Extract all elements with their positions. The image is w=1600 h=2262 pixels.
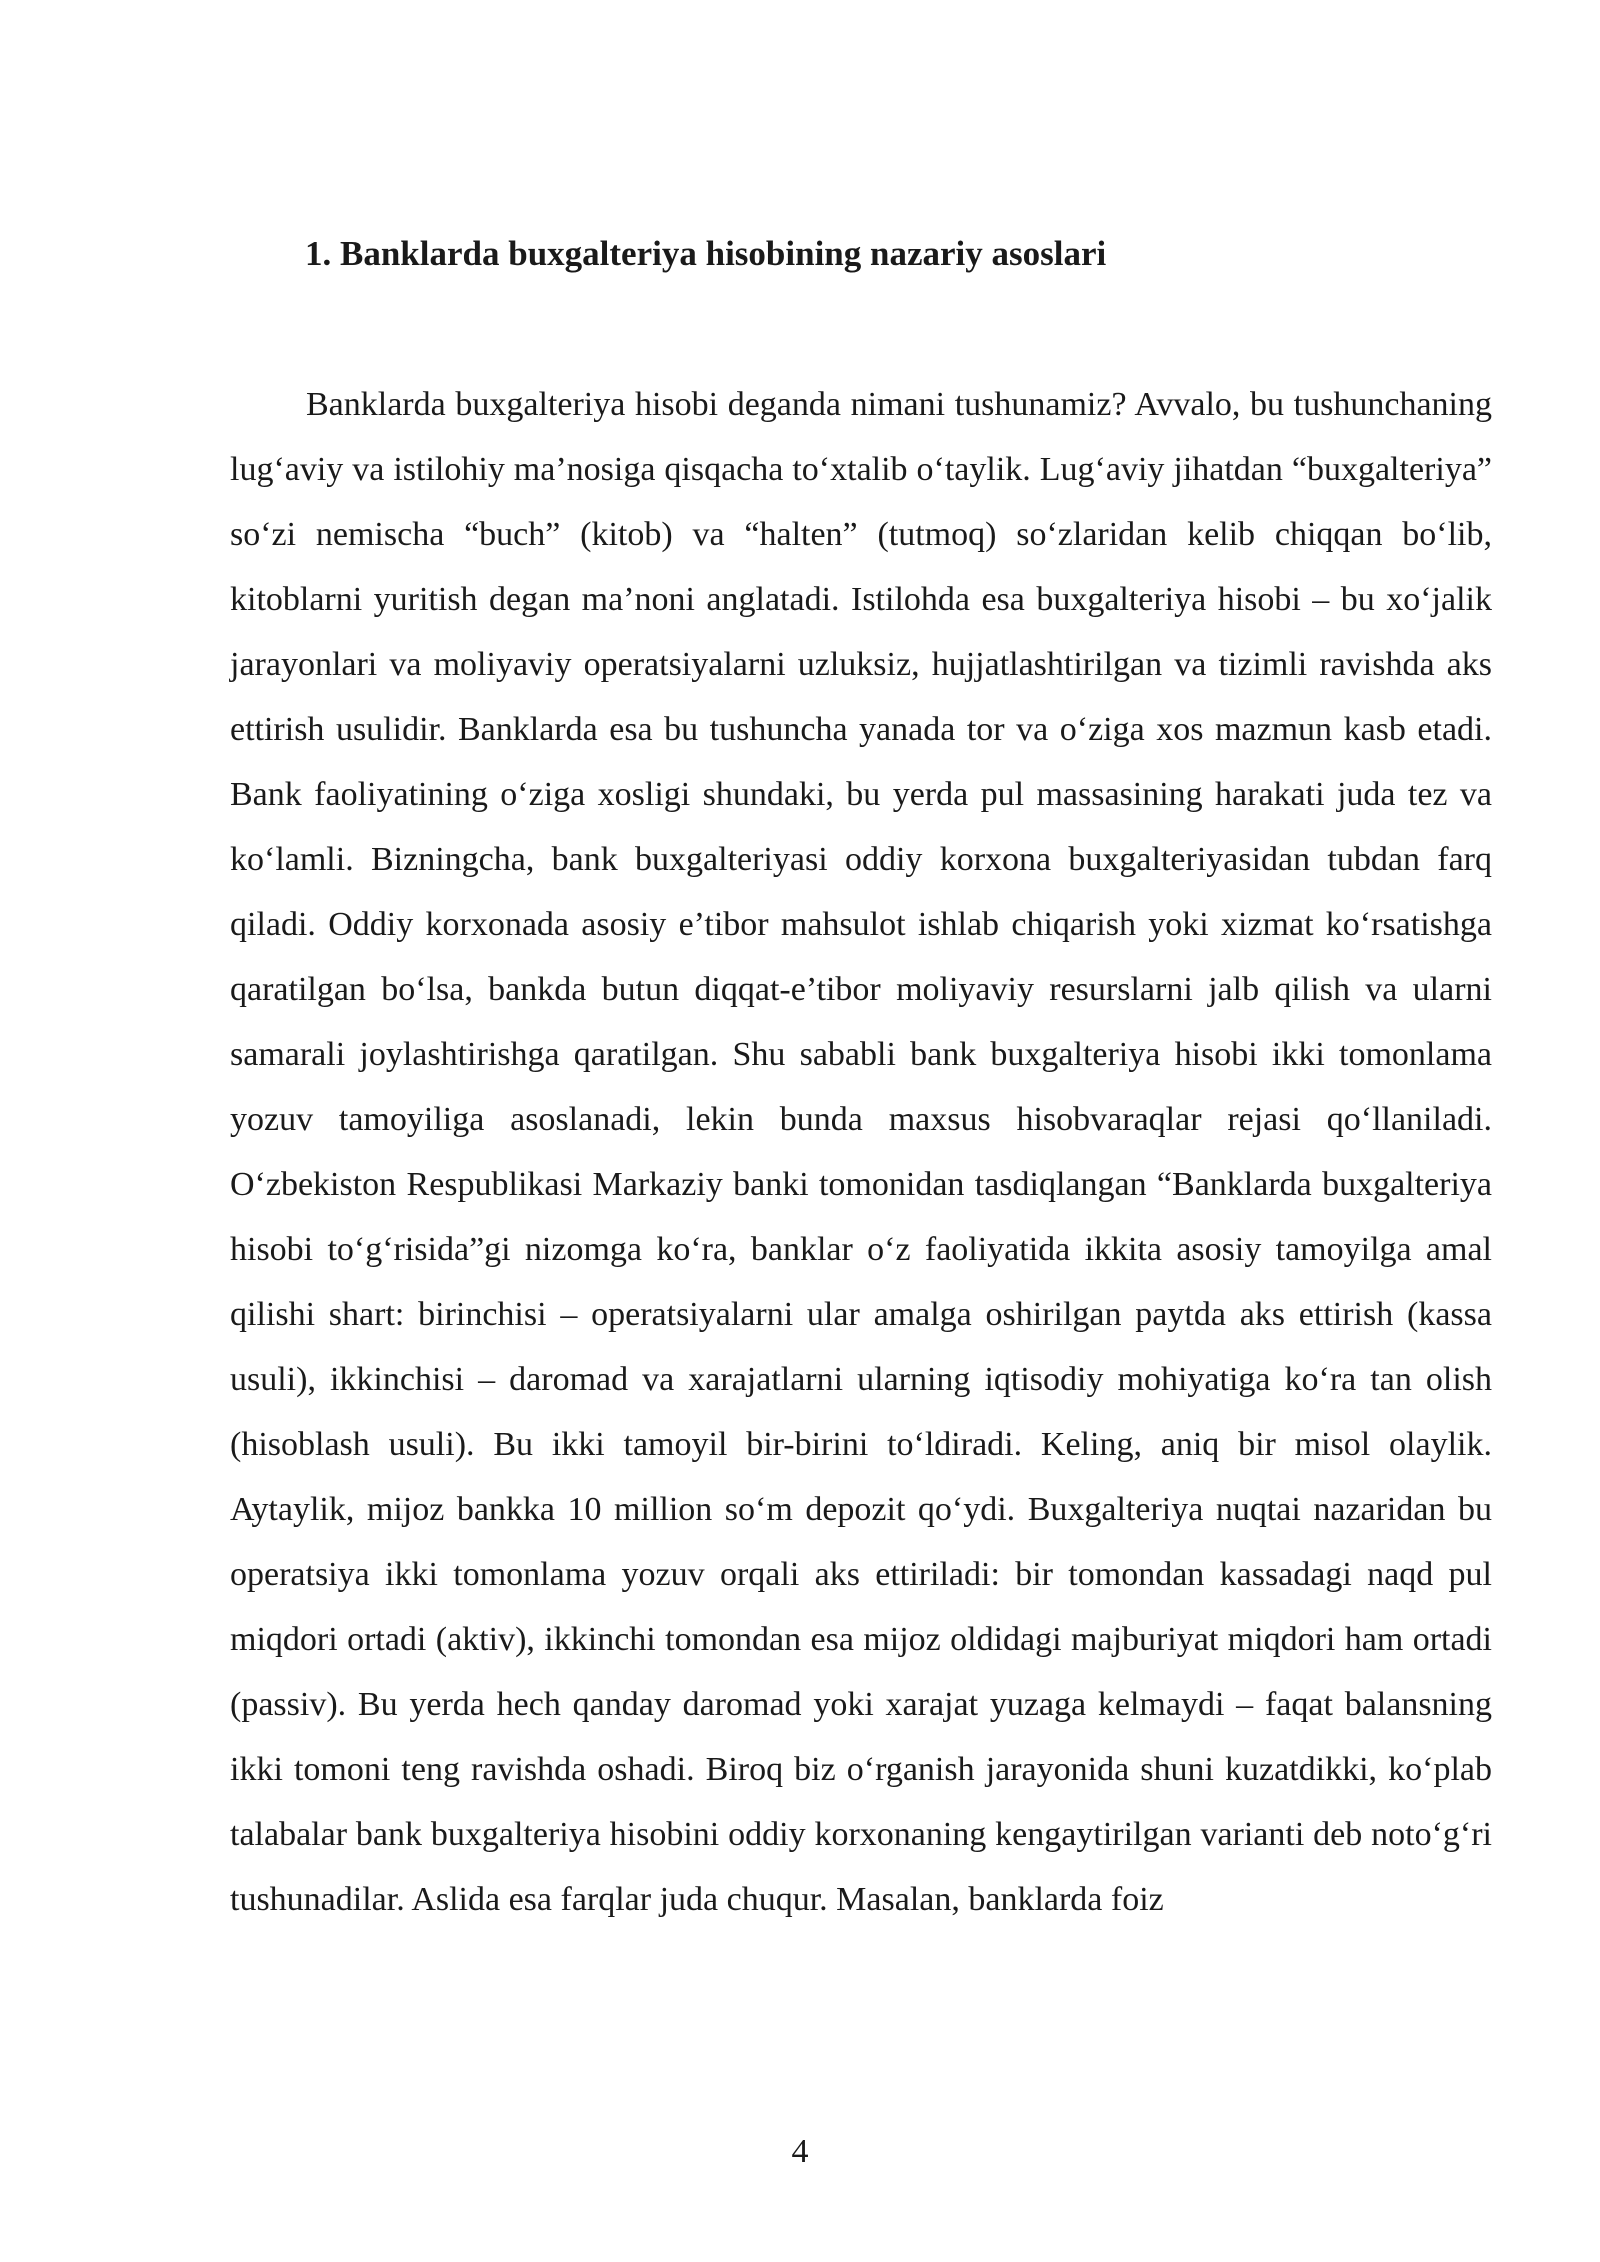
page-number: 4 <box>791 2133 809 2170</box>
section-heading: 1. Banklarda buxgalteriya hisobining nazariy asoslari <box>305 234 1107 273</box>
body-paragraph: Banklarda buxgalteriya hisobi deganda nimani tushunamiz? Avvalo, bu tushunchaning lug‘aviy va istilohiy ma’nosiga qisqacha to‘xtalib o‘taylik. Lug‘aviy jihatdan “buxgalteriya” so‘zi nemischa “buch” (kitob) va “halten” (tutmoq) so‘zlaridan kelib chiqqan bo‘lib, kitoblarni yuritish degan ma’noni anglatadi. Istilohda esa buxgalteriya hisobi – bu xo‘jalik jarayonlari va moliyaviy operatsiyalarni uzluksiz, hujjatlashtirilgan va tizimli ravishda aks ettirish usulidir. Banklarda esa bu tushuncha yanada tor va o‘ziga xos mazmun kasb etadi. Bank faoliyatining o‘ziga xosligi shundaki, bu yerda pul massasining harakati juda tez va ko‘lamli. Bizningcha, bank buxgalteriyasi oddiy korxona buxgalteriyasidan tubdan farq qiladi. Oddiy korxonada asosiy e’tibor mahsulot ishlab chiqarish yoki xizmat ko‘rsatishga qaratilgan bo‘lsa, bankda butun diqqat-e’tibor moliyaviy resurslarni jalb qilish va ularni samarali joylashtirishga qaratilgan. Shu sababli bank buxgalteriya hisobi ikki tomonlama yozuv tamoyiliga asoslanadi, lekin bunda maxsus hisobvaraqlar rejasi qo‘llaniladi. O‘zbekiston Respublikasi Markaziy banki tomonidan tasdiqlangan “Banklarda buxgalteriya hisobi to‘g‘risida”gi nizomga ko‘ra, banklar o‘z faoliyatida ikkita asosiy tamoyilga amal qilishi shart: birinchisi – operatsiyalarni ular amalga oshirilgan paytda aks ettirish (kassa usuli), ikkinchisi – daromad va xarajatlarni ularning iqtisodiy mohiyatiga ko‘ra tan olish (hisoblash usuli). Bu ikki tamoyil bir-birini to‘ldiradi. Keling, aniq bir misol olaylik. Aytaylik, mijoz bankka 10 million so‘m depozit qo‘ydi. Buxgalteriya nuqtai nazaridan bu operatsiya ikki tomonlama yozuv orqali aks ettiriladi: bir tomondan kassadagi naqd pul miqdori ortadi (aktiv), ikkinchi tomondan esa mijoz oldidagi majburiyat miqdori ham ortadi (passiv). Bu yerda hech qanday daromad yoki xarajat yuzaga kelmaydi – faqat balansning ikki tomoni teng ravishda oshadi. Biroq biz o‘rganish jarayonida shuni kuzatdikki, ko‘plab talabalar bank buxgalteriya hisobini oddiy korxonaning kengaytirilgan varianti deb noto‘g‘ri tushunadilar. Aslida esa farqlar juda chuqur. Masalan, banklarda foiz <box>230 386 1492 1918</box>
